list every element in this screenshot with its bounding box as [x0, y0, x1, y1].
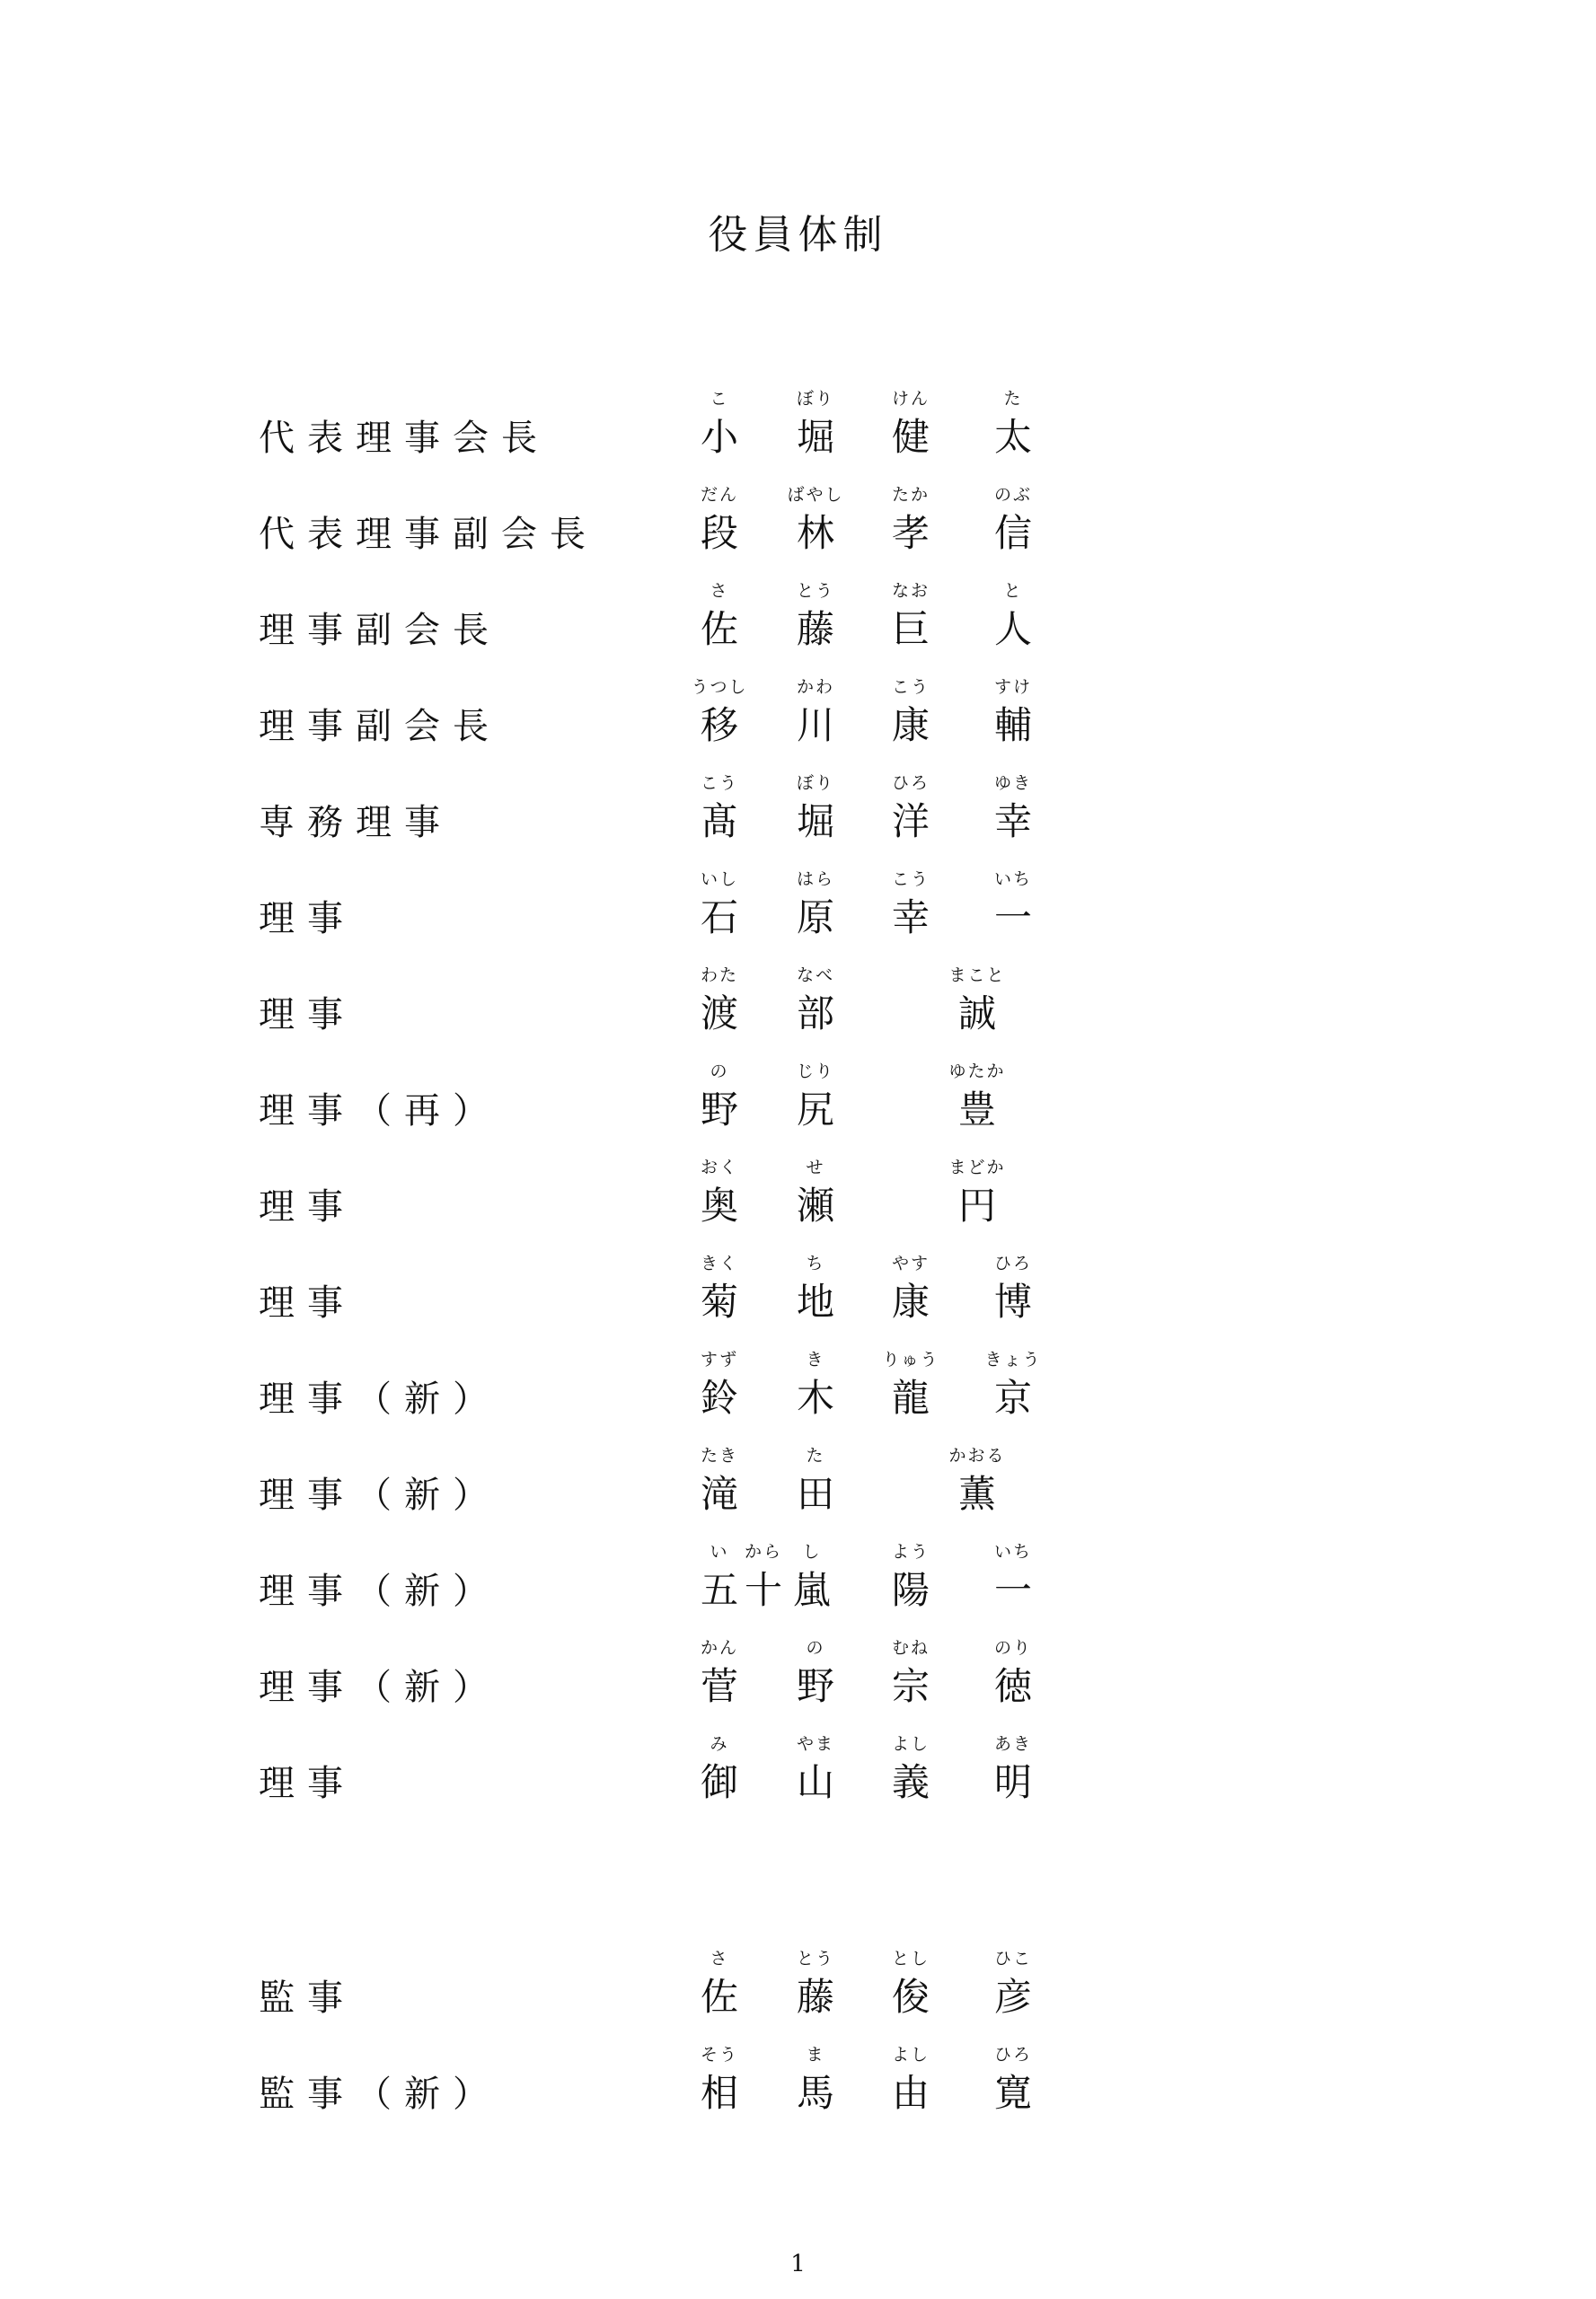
kanji: 幸 — [993, 799, 1032, 843]
role-title: 理事（新） — [259, 1571, 501, 1612]
name-character — [873, 868, 948, 944]
furigana: ぼり — [796, 389, 834, 409]
name-character — [682, 1637, 757, 1713]
furigana: よし — [891, 2045, 930, 2065]
officer-row — [0, 1616, 1596, 1713]
kanji: 洋 — [891, 799, 930, 843]
name-character — [682, 868, 757, 944]
person-name — [0, 1519, 1596, 1616]
furigana: おく — [700, 1158, 738, 1177]
kanji: 巨 — [891, 607, 930, 651]
person-name — [0, 1231, 1596, 1328]
furigana: から — [744, 1542, 782, 1562]
furigana: こう — [700, 773, 738, 793]
kanji: 太 — [993, 415, 1032, 459]
kanji: 尻 — [796, 1088, 834, 1132]
furigana: さ — [710, 1949, 729, 1969]
role-title: 理事副会長 — [259, 610, 501, 651]
name-character — [873, 772, 948, 848]
name-character — [778, 1157, 853, 1232]
kanji: 馬 — [796, 2071, 834, 2115]
kanji: 奥 — [700, 1184, 738, 1228]
name-character — [778, 1253, 853, 1328]
furigana: た — [1003, 389, 1023, 409]
name-character — [778, 580, 853, 656]
officer-row — [0, 1519, 1596, 1616]
role-title: 理事 — [259, 1282, 356, 1324]
furigana: だん — [700, 485, 738, 505]
kanji: 一 — [993, 895, 1032, 939]
furigana: きょう — [984, 1350, 1042, 1370]
name-character — [682, 484, 757, 559]
kanji: 小 — [700, 415, 738, 459]
kanji: 野 — [700, 1088, 738, 1132]
name-character — [939, 965, 1015, 1040]
furigana: かん — [700, 1638, 738, 1658]
furigana: きく — [700, 1254, 738, 1273]
kanji: 堀 — [796, 799, 834, 843]
kanji: 徳 — [993, 1664, 1032, 1708]
furigana: とう — [796, 1949, 834, 1969]
furigana: けん — [891, 389, 930, 409]
kanji: 佐 — [700, 1975, 738, 2019]
role-title: 理事（新） — [259, 1667, 501, 1708]
role-title: 理事副会長 — [259, 706, 501, 747]
furigana: と — [1003, 581, 1023, 601]
officer-row — [0, 1423, 1596, 1520]
kanji: 寛 — [993, 2071, 1032, 2115]
kanji: 人 — [993, 607, 1032, 651]
furigana: ばやし — [787, 485, 844, 505]
kanji: 藤 — [796, 1975, 834, 2019]
name-character — [778, 1349, 853, 1424]
kanji: 髙 — [700, 799, 738, 843]
name-character — [778, 772, 853, 848]
name-character — [778, 965, 853, 1040]
furigana: たか — [891, 485, 930, 505]
furigana: ぼり — [796, 773, 834, 793]
name-character — [939, 1445, 1015, 1520]
furigana: のり — [993, 1638, 1032, 1658]
name-character — [873, 1253, 948, 1328]
furigana: こう — [891, 869, 930, 889]
name-character — [682, 772, 757, 848]
kanji: 十 — [744, 1568, 782, 1612]
furigana: まこと — [948, 965, 1006, 985]
officer-row — [0, 559, 1596, 656]
person-name — [0, 751, 1596, 848]
name-character — [778, 1061, 853, 1136]
kanji: 原 — [796, 895, 834, 939]
furigana: ゆき — [993, 773, 1032, 793]
person-name — [0, 943, 1596, 1040]
officer-row — [0, 655, 1596, 752]
kanji: 博 — [993, 1280, 1032, 1324]
kanji: 瀬 — [796, 1184, 834, 1228]
furigana: いち — [993, 1542, 1032, 1562]
kanji: 林 — [796, 511, 834, 555]
furigana: いち — [993, 869, 1032, 889]
kanji: 段 — [700, 511, 738, 555]
furigana: なお — [891, 581, 930, 601]
furigana: すず — [700, 1350, 739, 1370]
person-name — [0, 1712, 1596, 1809]
auditor-row — [0, 2022, 1596, 2119]
role-title: 専務理事 — [259, 802, 453, 843]
person-name — [0, 559, 1596, 656]
person-name — [0, 462, 1596, 559]
name-character — [682, 1253, 757, 1328]
role-title: 監事（新） — [259, 2074, 501, 2115]
kanji: 渡 — [700, 991, 738, 1035]
role-title: 理事 — [259, 1763, 356, 1804]
name-character — [939, 1157, 1015, 1232]
name-character — [682, 1061, 757, 1136]
kanji: 佐 — [700, 607, 738, 651]
name-character — [682, 388, 757, 463]
role-title: 理事（再） — [259, 1090, 501, 1132]
kanji: 五 — [700, 1568, 738, 1612]
furigana: せ — [806, 1158, 825, 1177]
furigana: み — [710, 1734, 729, 1754]
furigana: はら — [796, 869, 834, 889]
name-character — [778, 1948, 853, 2023]
furigana: うつし — [691, 677, 748, 697]
officer-row — [0, 943, 1596, 1040]
person-name — [0, 1135, 1596, 1232]
name-character — [873, 388, 948, 463]
name-character — [873, 1637, 948, 1713]
role-title: 理事（新） — [259, 1475, 501, 1516]
name-character — [682, 965, 757, 1040]
kanji: 京 — [993, 1376, 1032, 1420]
name-character — [873, 1948, 948, 2023]
furigana: ひろ — [891, 773, 930, 793]
role-title: 監事 — [259, 1977, 356, 2019]
kanji: 滝 — [700, 1472, 738, 1516]
person-name — [0, 1616, 1596, 1713]
role-title: 代表理事会長 — [259, 418, 550, 459]
auditor-row — [0, 1926, 1596, 2023]
kanji: 孝 — [891, 511, 930, 555]
kanji: 俊 — [891, 1975, 930, 2019]
furigana: なべ — [796, 965, 834, 985]
kanji: 山 — [796, 1760, 834, 1804]
name-character — [873, 1541, 948, 1616]
kanji: 菊 — [700, 1280, 738, 1324]
kanji: 豊 — [957, 1088, 996, 1132]
name-character — [975, 868, 1051, 944]
kanji: 健 — [891, 415, 930, 459]
kanji: 円 — [957, 1184, 996, 1228]
furigana: むね — [891, 1638, 930, 1658]
name-character — [682, 2044, 757, 2119]
name-character — [873, 484, 948, 559]
furigana: とう — [796, 581, 834, 601]
name-character — [682, 676, 757, 752]
furigana: りゅう — [882, 1350, 939, 1370]
name-character — [682, 1948, 757, 2023]
furigana: とし — [891, 1949, 930, 1969]
furigana: いし — [700, 869, 738, 889]
page-number: 1 — [790, 2251, 806, 2277]
kanji: 誠 — [957, 991, 996, 1035]
name-character — [778, 1733, 853, 1809]
name-character — [774, 1541, 850, 1616]
furigana: やす — [891, 1254, 930, 1273]
furigana: ま — [806, 2045, 825, 2065]
name-character — [682, 1157, 757, 1232]
officer-row — [0, 1039, 1596, 1136]
name-character — [682, 1349, 757, 1424]
furigana: じり — [796, 1061, 834, 1081]
furigana: ひろ — [993, 2045, 1032, 2065]
furigana: たき — [700, 1446, 738, 1466]
person-name — [0, 366, 1596, 463]
officer-row — [0, 366, 1596, 463]
kanji: 康 — [891, 1280, 930, 1324]
officer-row — [0, 462, 1596, 559]
kanji: 幸 — [891, 895, 930, 939]
name-character — [778, 2044, 853, 2119]
furigana: の — [806, 1638, 825, 1658]
furigana: き — [806, 1350, 825, 1370]
person-name — [0, 2022, 1596, 2119]
furigana: ち — [806, 1254, 825, 1273]
furigana: し — [802, 1542, 822, 1562]
kanji: 移 — [700, 703, 738, 747]
person-name — [0, 1423, 1596, 1520]
name-character — [975, 1733, 1051, 1809]
furigana: かわ — [796, 677, 834, 697]
name-character — [873, 580, 948, 656]
name-character — [975, 388, 1051, 463]
kanji: 川 — [796, 703, 834, 747]
name-character — [778, 484, 853, 559]
furigana: ひこ — [993, 1949, 1032, 1969]
kanji: 木 — [796, 1376, 834, 1420]
kanji: 相 — [700, 2071, 738, 2115]
kanji: 鈴 — [700, 1376, 738, 1420]
name-character — [778, 1445, 853, 1520]
kanji: 明 — [993, 1760, 1032, 1804]
name-character — [682, 1733, 757, 1809]
person-name — [0, 847, 1596, 944]
officer-row — [0, 847, 1596, 944]
role-title: 理事 — [259, 1186, 356, 1228]
kanji: 彦 — [993, 1975, 1032, 2019]
kanji: 薫 — [957, 1472, 996, 1516]
officer-row — [0, 1135, 1596, 1232]
name-character — [975, 772, 1051, 848]
kanji: 藤 — [796, 607, 834, 651]
name-character — [778, 1637, 853, 1713]
name-character — [975, 484, 1051, 559]
furigana: かおる — [948, 1446, 1006, 1466]
kanji: 堀 — [796, 415, 834, 459]
person-name — [0, 1039, 1596, 1136]
officer-row — [0, 751, 1596, 848]
furigana: こ — [710, 389, 729, 409]
kanji: 野 — [796, 1664, 834, 1708]
kanji: 御 — [700, 1760, 738, 1804]
officer-row — [0, 1712, 1596, 1809]
name-character — [873, 676, 948, 752]
furigana: よし — [891, 1734, 930, 1754]
kanji: 菅 — [700, 1664, 738, 1708]
furigana: の — [710, 1061, 729, 1081]
furigana: た — [806, 1446, 825, 1466]
furigana: こう — [891, 677, 930, 697]
kanji: 康 — [891, 703, 930, 747]
name-character — [975, 1637, 1051, 1713]
officer-row — [0, 1231, 1596, 1328]
kanji: 宗 — [891, 1664, 930, 1708]
name-character — [939, 1061, 1015, 1136]
name-character — [778, 868, 853, 944]
name-character — [682, 580, 757, 656]
kanji: 石 — [700, 895, 738, 939]
role-title: 理事 — [259, 994, 356, 1035]
name-character — [975, 1948, 1051, 2023]
furigana: あき — [993, 1734, 1032, 1754]
furigana: ひろ — [993, 1254, 1032, 1273]
kanji: 輔 — [993, 703, 1032, 747]
furigana: い — [710, 1542, 729, 1562]
name-character — [778, 388, 853, 463]
role-title: 理事 — [259, 898, 356, 939]
furigana: まどか — [948, 1158, 1006, 1177]
name-character — [778, 676, 853, 752]
name-character — [975, 2044, 1051, 2119]
role-title: 理事（新） — [259, 1379, 501, 1420]
page-title: 役員体制 — [708, 212, 888, 258]
name-character — [873, 1733, 948, 1809]
kanji: 一 — [993, 1568, 1032, 1612]
furigana: のぶ — [993, 485, 1032, 505]
kanji: 田 — [796, 1472, 834, 1516]
furigana: やま — [796, 1734, 834, 1754]
kanji: 陽 — [891, 1568, 930, 1612]
name-character — [975, 1253, 1051, 1328]
kanji: 龍 — [891, 1376, 930, 1420]
name-character — [975, 676, 1051, 752]
furigana: わた — [700, 965, 738, 985]
kanji: 地 — [796, 1280, 834, 1324]
furigana: さ — [710, 581, 729, 601]
name-character — [975, 1541, 1051, 1616]
kanji: 義 — [891, 1760, 930, 1804]
furigana: よう — [891, 1542, 930, 1562]
name-character — [873, 1349, 948, 1424]
furigana: ゆたか — [948, 1061, 1006, 1081]
person-name — [0, 1926, 1596, 2023]
kanji: 由 — [891, 2071, 930, 2115]
kanji: 部 — [796, 991, 834, 1035]
person-name — [0, 655, 1596, 752]
name-character — [682, 1445, 757, 1520]
name-character — [975, 580, 1051, 656]
furigana: そう — [700, 2045, 738, 2065]
officer-row — [0, 1327, 1596, 1424]
name-character — [975, 1349, 1051, 1424]
role-title: 代表理事副会長 — [259, 514, 598, 555]
kanji: 嵐 — [792, 1568, 831, 1612]
kanji: 信 — [993, 511, 1032, 555]
name-character — [873, 2044, 948, 2119]
furigana: すけ — [993, 677, 1032, 697]
person-name — [0, 1327, 1596, 1424]
